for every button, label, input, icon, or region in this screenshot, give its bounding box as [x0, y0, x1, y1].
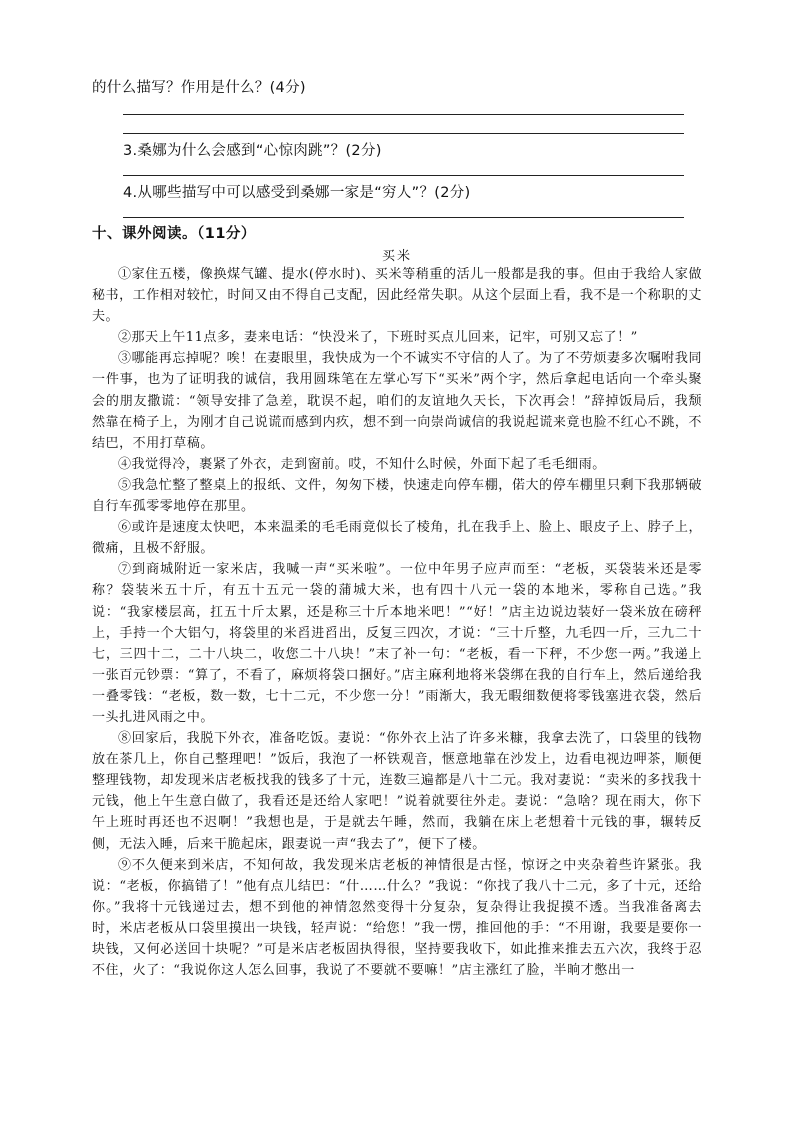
- paragraph-2: ②那天上午11点多，妻来电话：“快没米了，下班时买点儿回来，记牢，可别又忘了！”: [118, 330, 638, 346]
- paragraph-1: ①家住五楼，像换煤气罐、提水(停水时)、买米等稍重的活儿一般都是我的事。但由于我给人家做秘书，工作相对较忙，时间又由不得自己支配，因此经常失职。从这个层面上看，我不是一个称职的丈夫。: [92, 267, 702, 325]
- paragraph-9: ⑨不久便来到米店，不知何故，我发现米店老板的神情很是古怪，惊讶之中夹杂着些许紧张。我说：“老板，你搞错了！”他有点儿结巴：“什……什么？”我说：“你找了我八十二元，多了十元，还给你。”我将十元钱递过去，想不到他的神情忽然变得十分复杂，复杂得让我捉摸不透。当我准备离去时，米店老板从口袋里摸出一块钱，轻声说：“给您！”我一愣，推回他的手：“不用谢，我要是要你一块钱，又何必送回十块呢？”可是米店老板固执得很，坚持要我收下，如此推来推去五六次，我终于忍不住，火了：“我说你这人怎么回事，我说了不要就不要嘛！”店主涨红了脸，半晌才憋出一: [92, 857, 702, 979]
- paragraph-3: ③哪能再忘掉呢？唉！在妻眼里，我快成为一个不诚实不守信的人了。为了不劳烦妻多次嘱咐我同一件事，也为了证明我的诚信，我用圆珠笔在左掌心写下“买米”两个字，然后拿起电话向一个牵头聚会的朋友撒谎：“领导安排了急差，耽误不起，咱们的友谊地久天长，下次再会！”辞掉饭局后，我颓然靠在椅子上，为刚才自己说谎而感到内疚，想不到一向崇尚诚信的我说起谎来竟也脸不红心不跳，不结巴，不用打草稿。: [92, 351, 702, 451]
- question-tail: 的什么描写？作用是什么？(4分): [92, 80, 306, 96]
- paragraph-7: ⑦到商城附近一家米店，我喊一声“买米啦”。一位中年男子应声而至：“老板，买袋装米还是零称？袋装米五十斤，有五十五元一袋的蒲城大米，也有四十八元一袋的本地米，零称自己选。”我说：“我家楼层高，扛五十斤太累，还是称三十斤本地米吧！”“好！”店主边说边装好一袋米放在磅秤上，手持一个大铝勺，将袋里的米舀进舀出，反复三四次，才说：“三十斤整，九毛四一斤，三九二十七，三四十二，二十八块二，收您二十八块！”末了补一句：“老板，看一下秤，不少您一两。”我递上一张百元钞票：“算了，不看了，麻烦将袋口捆好。”店主麻利地将米袋绑在我的自行车上，然后递给我一叠零钱：“老板，数一数，七十二元，不少您一分！”雨渐大，我无暇细数便将零钱塞进衣袋，然后一头扎进风雨之中。: [92, 562, 702, 725]
- answer-line[interactable]: [123, 217, 684, 218]
- article-body: [92, 264, 702, 981]
- paragraph-4: ④我觉得冷，裹紧了外衣，走到窗前。哎，不知什么时候，外面下起了毛毛细雨。: [118, 456, 606, 472]
- answer-line[interactable]: [123, 133, 684, 134]
- paragraph-5: ⑤我急忙整了整桌上的报纸、文件，匆匆下楼，快速走向停车棚，偌大的停车棚里只剩下我那辆破自行车孤零零地停在那里。: [92, 477, 702, 515]
- section-heading: 十、课外阅读。（11分）: [92, 226, 256, 242]
- paragraph-6: ⑥或许是速度太快吧，本来温柔的毛毛雨竟似长了棱角，扎在我手上、脸上、眼皮子上、脖子上，微痛，且极不舒服。: [92, 520, 702, 557]
- answer-line[interactable]: [123, 175, 684, 176]
- question-4: 4.从哪些描写中可以感受到桑娜一家是“穷人”？(2分): [123, 185, 471, 201]
- article-title: 买米: [381, 249, 412, 264]
- answer-line[interactable]: [123, 114, 684, 115]
- paragraph-8: ⑧回家后，我脱下外衣，准备吃饭。妻说：“你外衣上沾了许多米糠，我拿去洗了，口袋里的钱物放在茶几上，你自己整理吧！”饭后，我泡了一杯铁观音，惬意地靠在沙发上，边看电视边呷茶，顺便整理钱物，却发现米店老板找我的钱多了十元，连数三遍都是八十二元。我对妻说：“卖米的多找我十元钱，他上午生意白做了，我看还是还给人家吧！”说着就要往外走。妻说：“急啥？现在雨大，你下午上班时再还也不迟啊！”我想也是，于是就去午睡，然而，我躺在床上老想着十元钱的事，辗转反侧，无法入睡，后来干脆起床，跟妻说一声“我去了”，便下了楼。: [92, 731, 702, 852]
- question-3: 3.桑娜为什么会感到“心惊肉跳”？(2分): [123, 143, 382, 159]
